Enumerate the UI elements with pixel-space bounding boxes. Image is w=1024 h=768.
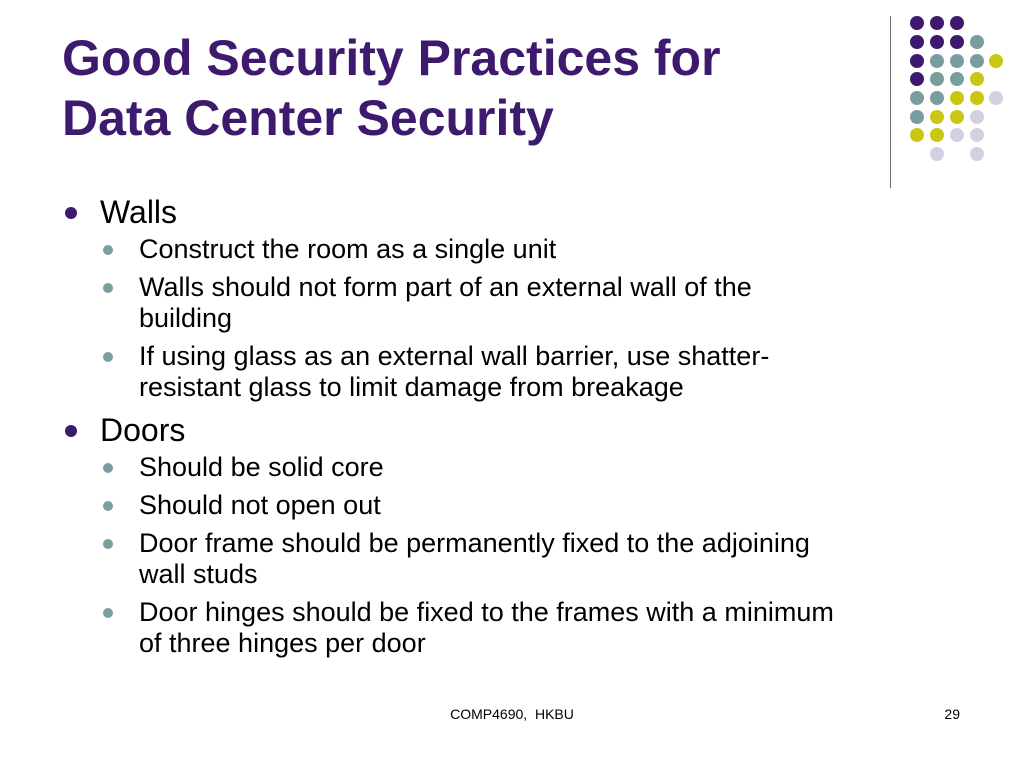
bullet-icon bbox=[65, 425, 77, 437]
decorative-dot bbox=[970, 110, 984, 124]
sub-bullet-item bbox=[62, 490, 962, 521]
decorative-dot bbox=[930, 16, 944, 30]
sub-bullet-icon bbox=[103, 283, 113, 293]
sub-bullet-text: Door frame should be permanently fixed to the adjoining bbox=[139, 528, 810, 558]
sub-bullet-icon bbox=[103, 501, 113, 511]
decorative-dot bbox=[930, 91, 944, 105]
decorative-dot bbox=[989, 54, 1003, 68]
sub-bullet-text-continued: building bbox=[139, 303, 233, 333]
bullet-walls bbox=[62, 192, 962, 232]
decorative-dot bbox=[950, 16, 964, 30]
sub-bullet-item bbox=[62, 597, 962, 659]
footer-page-number: 29 bbox=[944, 706, 960, 722]
decorative-dot bbox=[950, 91, 964, 105]
sub-bullet-text: Should not open out bbox=[139, 490, 381, 520]
footer-course: COMP4690, HKBU bbox=[450, 706, 574, 722]
bullet-heading: Walls bbox=[100, 194, 178, 230]
bullet-doors bbox=[62, 410, 962, 450]
decorative-dot bbox=[970, 147, 984, 161]
decorative-dot bbox=[950, 128, 964, 142]
decorative-dot bbox=[910, 91, 924, 105]
bullet-icon bbox=[65, 207, 77, 219]
sub-bullet-text: Should be solid core bbox=[139, 452, 384, 482]
sub-bullet-text-continued: of three hinges per door bbox=[139, 628, 426, 658]
decorative-dot bbox=[930, 110, 944, 124]
decorative-dot bbox=[910, 35, 924, 49]
decorative-dot bbox=[910, 128, 924, 142]
decorative-dot bbox=[910, 72, 924, 86]
decorative-dot bbox=[970, 54, 984, 68]
decorative-dot bbox=[910, 16, 924, 30]
decorative-dot bbox=[970, 35, 984, 49]
slide-title-line-2: Data Center Security bbox=[62, 90, 554, 146]
decorative-dot bbox=[930, 54, 944, 68]
decorative-dot bbox=[930, 128, 944, 142]
decorative-dot bbox=[910, 54, 924, 68]
sub-bullet-item bbox=[62, 341, 962, 403]
sub-bullet-icon bbox=[103, 352, 113, 362]
decorative-dot bbox=[950, 54, 964, 68]
sub-bullet-item bbox=[62, 452, 962, 483]
sub-bullet-text: Walls should not form part of an external wall of the bbox=[139, 272, 752, 302]
bullet-heading: Doors bbox=[100, 412, 186, 448]
decorative-dot bbox=[989, 91, 1003, 105]
sub-bullet-icon bbox=[103, 245, 113, 255]
sub-bullet-item bbox=[62, 272, 962, 334]
decorative-dot bbox=[950, 35, 964, 49]
sub-bullet-list-walls bbox=[62, 234, 962, 403]
sub-bullet-text: Door hinges should be fixed to the frames with a minimum bbox=[139, 597, 834, 627]
decorative-vertical-rule bbox=[890, 16, 891, 188]
decorative-dot bbox=[910, 110, 924, 124]
sub-bullet-item bbox=[62, 234, 962, 265]
decorative-dot bbox=[950, 72, 964, 86]
sub-bullet-list-doors bbox=[62, 452, 962, 659]
decorative-dot bbox=[970, 72, 984, 86]
slide-title bbox=[62, 28, 862, 148]
sub-bullet-icon bbox=[103, 608, 113, 618]
sub-bullet-text: Construct the room as a single unit bbox=[139, 234, 557, 264]
sub-bullet-text-continued: resistant glass to limit damage from breakage bbox=[139, 372, 684, 402]
decorative-dot bbox=[970, 128, 984, 142]
sub-bullet-item bbox=[62, 528, 962, 590]
sub-bullet-icon bbox=[103, 463, 113, 473]
sub-bullet-icon bbox=[103, 539, 113, 549]
decorative-dot bbox=[930, 35, 944, 49]
decorative-dot bbox=[930, 147, 944, 161]
decorative-dot bbox=[930, 72, 944, 86]
slide-body bbox=[62, 192, 962, 666]
sub-bullet-text-continued: wall studs bbox=[139, 559, 258, 589]
sub-bullet-text: If using glass as an external wall barrier, use shatter- bbox=[139, 341, 770, 371]
decorative-dot bbox=[950, 110, 964, 124]
slide-title-line-1: Good Security Practices for bbox=[62, 30, 721, 86]
decorative-dot bbox=[970, 91, 984, 105]
